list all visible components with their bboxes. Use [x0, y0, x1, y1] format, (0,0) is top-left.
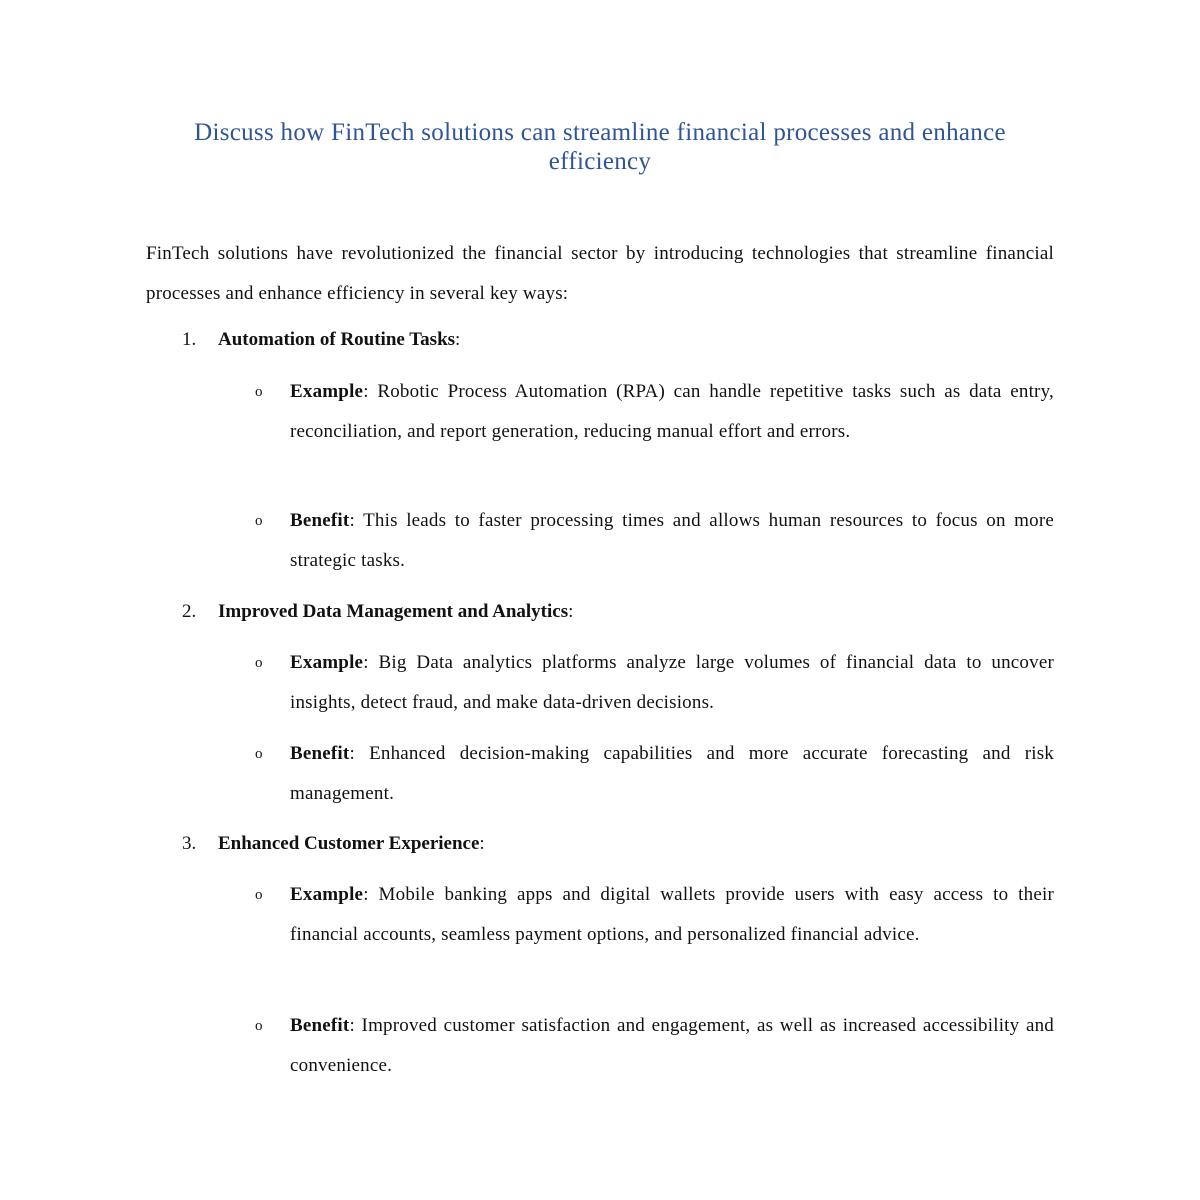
- bullet-label-colon: :: [363, 652, 369, 673]
- bullet-text: [290, 875, 1054, 955]
- section-number: 3.: [182, 833, 197, 854]
- bullet-body: Mobile banking apps and digital wallets provide users with easy access to their financial accounts, seamless payment options, and personalized financial advice.: [290, 884, 1054, 945]
- bullet-label-colon: :: [363, 381, 369, 402]
- bullet-circle-icon: o: [255, 655, 263, 671]
- bullet-label: Example: [290, 652, 364, 673]
- section-heading-text: Improved Data Management and Analytics: [218, 601, 569, 622]
- section-heading-text: Enhanced Customer Experience: [218, 833, 480, 854]
- section-heading-colon: :: [455, 329, 461, 350]
- bullet-text: [290, 1006, 1054, 1086]
- bullet-label: Example: [290, 884, 364, 905]
- section-heading-colon: :: [568, 601, 574, 622]
- bullet-text: [290, 372, 1054, 452]
- bullet-body: Enhanced decision-making capabilities and more accurate forecasting and risk management.: [290, 743, 1054, 804]
- bullet-label-colon: :: [363, 884, 369, 905]
- bullet-label-colon: :: [349, 510, 355, 531]
- bullet-text: [290, 643, 1054, 723]
- bullet-text: [290, 501, 1054, 581]
- section-heading-colon: :: [479, 833, 485, 854]
- bullet-circle-icon: o: [255, 1018, 263, 1034]
- bullet-circle-icon: o: [255, 513, 263, 529]
- section-heading-text: Automation of Routine Tasks: [218, 329, 456, 350]
- bullet-body: This leads to faster processing times and allows human resources to focus on more strategic tasks.: [290, 510, 1054, 571]
- bullet-body: Big Data analytics platforms analyze large volumes of financial data to uncover insights, detect fraud, and make data-driven decisions.: [290, 652, 1054, 713]
- bullet-label: Example: [290, 381, 364, 402]
- section-heading: [182, 832, 485, 856]
- section-number: 1.: [182, 329, 197, 350]
- bullet-label-colon: :: [349, 1015, 355, 1036]
- section-heading: [182, 600, 573, 624]
- bullet-label: Benefit: [290, 510, 350, 531]
- bullet-label: Benefit: [290, 1015, 350, 1036]
- intro-paragraph: FinTech solutions have revolutionized the financial sector by introducing technologies that streamline financial processes and enhance efficiency in several key ways:: [146, 243, 1054, 304]
- section-heading: [182, 328, 460, 352]
- bullet-body: Robotic Process Automation (RPA) can handle repetitive tasks such as data entry, reconciliation, and report generation, reducing manual effort and errors.: [290, 381, 1054, 442]
- document-title: Discuss how FinTech solutions can streamline financial processes and enhance efficiency: [194, 119, 1006, 175]
- bullet-circle-icon: o: [255, 746, 263, 762]
- bullet-label-colon: :: [349, 743, 355, 764]
- bullet-circle-icon: o: [255, 384, 263, 400]
- bullet-label: Benefit: [290, 743, 350, 764]
- bullet-text: [290, 734, 1054, 814]
- bullet-circle-icon: o: [255, 887, 263, 903]
- bullet-body: Improved customer satisfaction and engagement, as well as increased accessibility and convenience.: [290, 1015, 1054, 1076]
- section-number: 2.: [182, 601, 197, 622]
